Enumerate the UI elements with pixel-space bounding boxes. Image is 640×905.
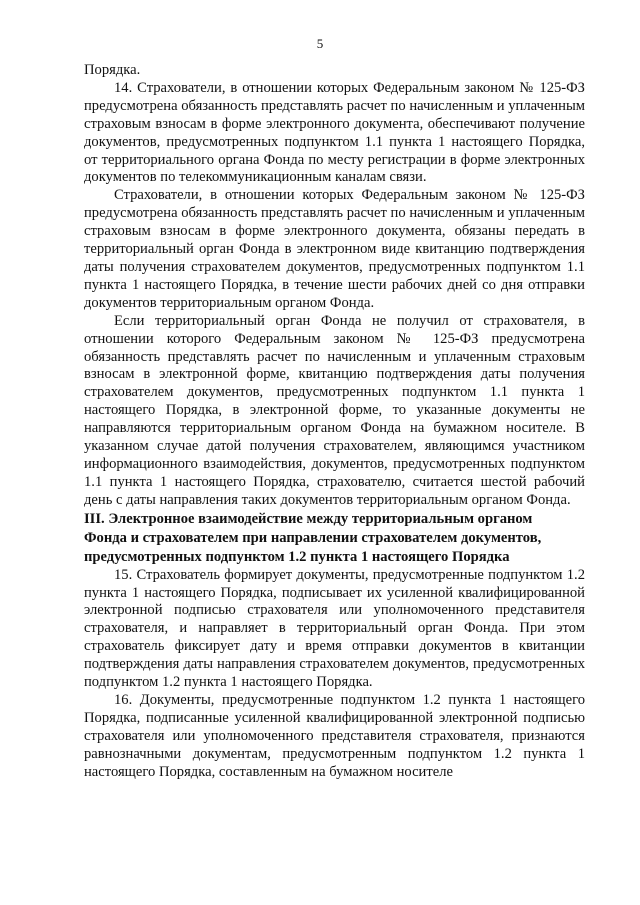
paragraph-item-14: 14. Страхователи, в отношении которых Федеральным законом № 125-ФЗ предусмотрена обязанность представлять расчет по начисленным и уплаченным страховым взносам в форме электронного документа, обеспечивают получение документов, предусмотренных подпунктом 1.1 пункта 1 настоящего Порядка, от территориального органа Фонда по месту регистрации в форме электронных документов по телекоммуникационным каналам связи.: [84, 79, 585, 186]
section-heading-line-1: III. Электронное взаимодействие между территориальным органом: [84, 510, 533, 527]
paragraph-item-15: 15. Страхователь формирует документы, предусмотренные подпунктом 1.2 пункта 1 настоящего Порядка, подписывает их усиленной квалифицированной электронной подписью страхователя или уполномоченного представителя страхователя, и направляет в территориальный орган Фонда. При этом страхователь фиксирует дату и время отправки документов в квитанции подтверждения даты направления страхователем документов, предусмотренных подпунктом 1.2 пункта 1 настоящего Порядка.: [84, 566, 585, 691]
paragraph-item-14-obligation: Страхователи, в отношении которых Федеральным законом № 125-ФЗ предусмотрена обязанность представлять расчет по начисленным и уплаченным страховым взносам в форме электронного документа, обязаны передать в территориальный орган Фонда в электронном виде квитанцию подтверждения даты получения страхователем документов, предусмотренных подпунктом 1.1 пункта 1 настоящего Порядка, в течение шести рабочих дней со дня отправки документов территориальным органом Фонда.: [84, 187, 585, 311]
section-heading-line-3: предусмотренных подпунктом 1.2 пункта 1 настоящего Порядка: [84, 548, 510, 565]
document-body: [84, 62, 585, 782]
page-number: 5: [316, 36, 324, 51]
paragraph-item-16: 16. Документы, предусмотренные подпунктом 1.2 пункта 1 настоящего Порядка, подписанные усиленной квалифицированной электронной подписью страхователя или уполномоченного представителя страхователя, признаются равнозначными документам, предусмотренным подпунктом 1.2 пункта 1 настоящего Порядка, составленным на бумажном носителе: [84, 692, 585, 780]
paragraph-continuation: Порядка.: [84, 62, 141, 78]
section-heading-line-2: Фонда и страхователем при направлении страхователем документов,: [84, 529, 542, 546]
section-heading: [84, 510, 585, 567]
paragraph-item-14-no-receipt: Если территориальный орган Фонда не получил от страхователя, в отношении которого Федеральным законом № 125-ФЗ предусмотрена обязанность представлять расчет по начисленным и уплаченным страховым взносам в электронной форме, квитанцию подтверждения даты получения страхователем документов, предусмотренных подпунктом 1.1 пункта 1 настоящего Порядка, в электронной форме, то указанные документы не направляются территориальным органом Фонда на бумажном носителе. В указанном случае датой получения страхователем, являющимся участником информационного взаимодействия, документов, предусмотренных подпунктом 1.1 пункта 1 настоящего Порядка, страхователю, считается шестой рабочий день с даты направления таких документов территориальным органом Фонда.: [84, 312, 585, 508]
